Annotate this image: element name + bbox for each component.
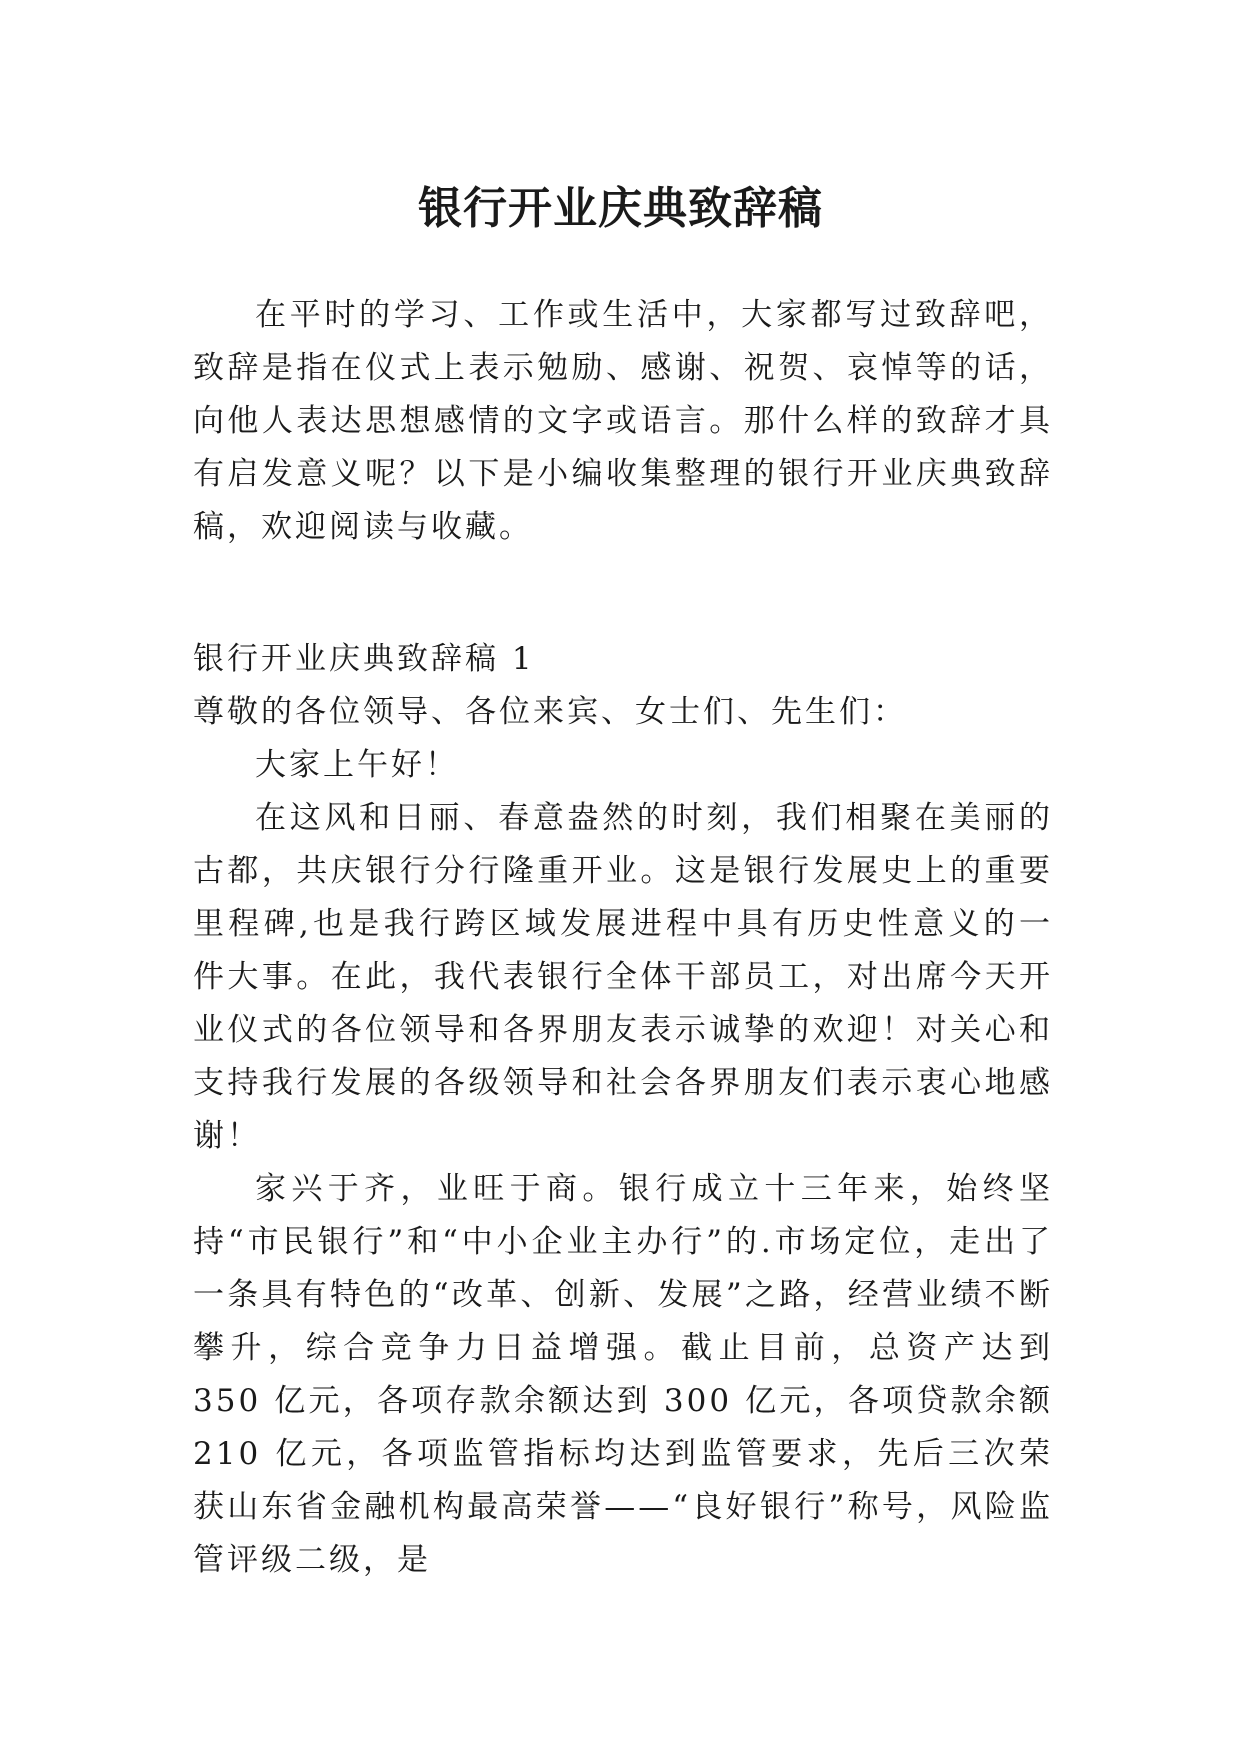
intro-paragraph: 在平时的学习、工作或生活中，大家都写过致辞吧，致辞是指在仪式上表示勉励、感谢、祝贺、哀悼等的话，向他人表达思想感情的文字或语言。那什么样的致辞才具有启发意义呢？以下是小编收集整理的银行开业庆典致辞稿，欢迎阅读与收藏。 bbox=[193, 297, 1053, 545]
section-spacer bbox=[193, 554, 1053, 633]
salutation: 尊敬的各位领导、各位来宾、女士们、先生们： bbox=[193, 694, 907, 730]
document-body bbox=[193, 289, 1053, 1587]
document-title: 银行开业庆典致辞稿 bbox=[418, 183, 823, 235]
section-heading: 银行开业庆典致辞稿 1 bbox=[193, 641, 535, 677]
body-paragraph: 在这风和日丽、春意盎然的时刻，我们相聚在美丽的古都，共庆银行分行隆重开业。这是银行发展史上的重要里程碑,也是我行跨区域发展进程中具有历史性意义的一件大事。在此，我代表银行全体干部员工，对出席今天开业仪式的各位领导和各界朋友表示诚挚的欢迎！对关心和支持我行发展的各级领导和社会各界朋友们表示衷心地感谢！ bbox=[193, 800, 1053, 1154]
body-paragraph: 家兴于齐，业旺于商。银行成立十三年来，始终坚持“市民银行”和“中小企业主办行”的.市场定位，走出了一条具有特色的“改革、创新、发展”之路，经营业绩不断攀升，综合竞争力日益增强。截止目前，总资产达到 350 亿元，各项存款余额达到 300 亿元，各项贷款余额 210 亿元，各项监管指标均达到监管要求，先后三次荣获山东省金融机构最高荣誉——“良好银行”称号，风险监管评级二级，是 bbox=[193, 1171, 1053, 1578]
greeting: 大家上午好！ bbox=[255, 747, 459, 783]
